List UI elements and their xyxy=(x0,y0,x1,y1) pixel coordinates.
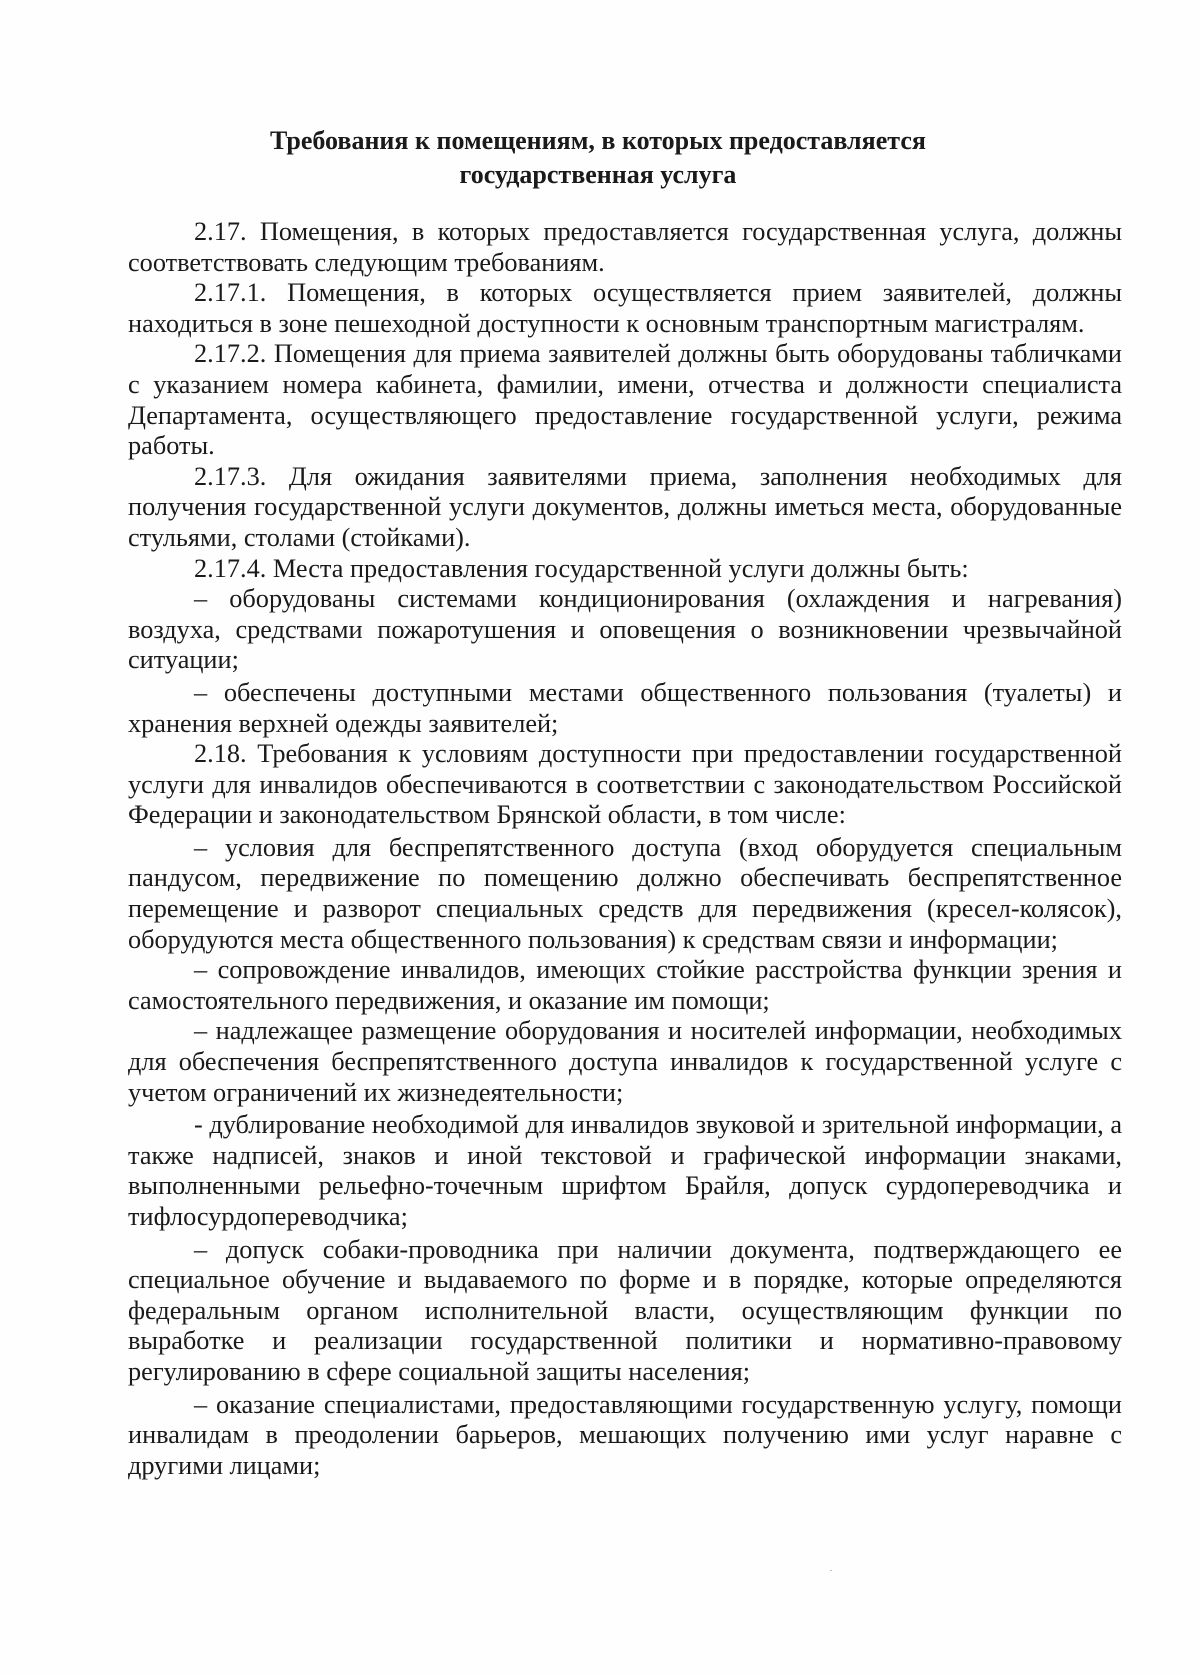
list-item-conditioning: – оборудованы системами кондиционирования (охлаждения и нагревания) воздуха, средствами пожаротушения и оповещения о возникновении чрезвычайной ситуации; xyxy=(128,584,1122,675)
list-item-guide-dog: – допуск собаки-проводника при наличии документа, подтверждающего ее специальное обучение и выдаваемого по форме и в порядке, которые определяются федеральным органом исполнительной власти, осуществляющим функции по выработке и реализации государственной политики и нормативно-правовому регулированию в сфере социальной защиты населения; xyxy=(128,1234,1122,1386)
paragraph-2-17-2: 2.17.2. Помещения для приема заявителей должны быть оборудованы табличками с указанием номера кабинета, фамилии, имени, отчества и должности специалиста Департамента, осуществляющего предоставление государственной услуги, режима работы. xyxy=(128,339,1122,461)
title-line-1: Требования к помещениям, в которых предоставляется xyxy=(270,126,926,155)
list-item-access: – условия для беспрепятственного доступа (вход оборудуется специальным пандусом, передвижение по помещению должно обеспечивать беспрепятственное перемещение и разворот специальных средств для передвижения (кресел-колясок), оборудуются места общественного пользования) к средствам связи и информации; xyxy=(128,832,1122,954)
list-item-restrooms: – обеспечены доступными местами общественного пользования (туалеты) и хранения верхней одежды заявителей; xyxy=(128,677,1122,738)
paragraph-2-18: 2.18. Требования к условиям доступности при предоставлении государственной услуги для инвалидов обеспечиваются в соответствии с законодательством Российской Федерации и законодательством Брянской области, в том числе: xyxy=(128,739,1122,830)
list-item-equipment: – надлежащее размещение оборудования и носителей информации, необходимых для обеспечения беспрепятственного доступа инвалидов к государственной услуге с учетом ограничений их жизнедеятельности; xyxy=(128,1016,1122,1107)
paragraph-2-17-3: 2.17.3. Для ожидания заявителями приема, заполнения необходимых для получения государственной услуги документов, должны иметься места, оборудованные стульями, столами (стойками). xyxy=(128,461,1122,552)
paragraph-2-17-1: 2.17.1. Помещения, в которых осуществляется прием заявителей, должны находиться в зоне пешеходной доступности к основным транспортным магистралям. xyxy=(128,278,1122,338)
list-item-assistance: – оказание специалистами, предоставляющими государственную услугу, помощи инвалидам в преодолении барьеров, мешающих получению ими услуг наравне с другими лицами; xyxy=(128,1389,1122,1480)
paragraph-2-17-4: 2.17.4. Места предоставления государственной услуги должны быть: xyxy=(194,553,969,583)
scan-speck xyxy=(830,1570,832,1571)
document-body xyxy=(128,217,1122,1481)
document-title xyxy=(228,124,968,192)
list-item-escort: – сопровождение инвалидов, имеющих стойкие расстройства функции зрения и самостоятельного передвижения, и оказание им помощи; xyxy=(128,955,1122,1015)
title-line-2: государственная услуга xyxy=(459,160,737,189)
paragraph-2-17: 2.17. Помещения, в которых предоставляется государственная услуга, должны соответствовать следующим требованиям. xyxy=(128,217,1122,277)
list-item-duplication: - дублирование необходимой для инвалидов звуковой и зрительной информации, а также надписей, знаков и иной текстовой и графической информации знаками, выполненными рельефно-точечным шрифтом Брайля, допуск сурдопереводчика и тифлосурдопереводчика; xyxy=(128,1110,1122,1231)
